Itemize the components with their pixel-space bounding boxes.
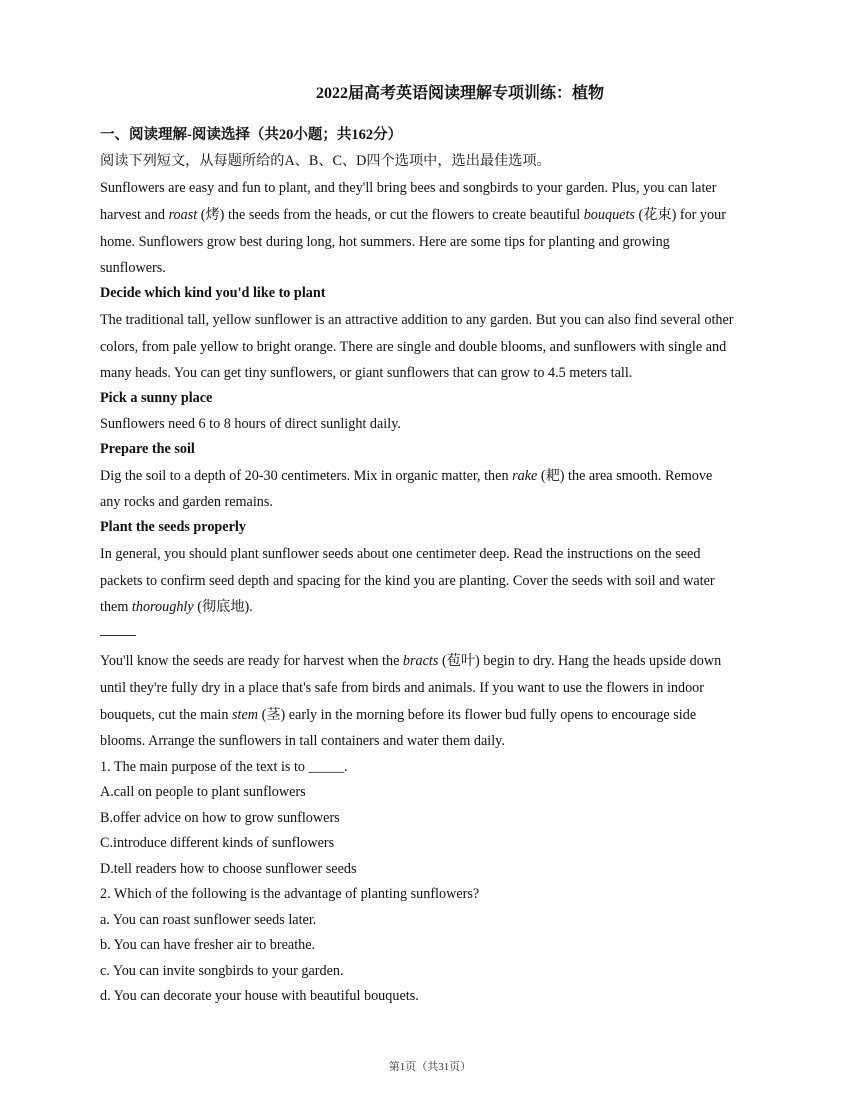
soil-line-1 [100, 463, 765, 490]
page-title: 2022届高考英语阅读理解专项训练：植物 [315, 85, 604, 102]
question-1-option-c: C.introduce different kinds of sunflowers [100, 835, 335, 851]
text-run: (苞叶) begin to dry. Hang the heads upside down [438, 653, 722, 669]
instruction-text: 阅读下列短文，从每题所给的A、B、C、D四个选项中，选出最佳选项。 [100, 153, 551, 169]
blank-line [100, 621, 136, 636]
term-bracts: bracts [402, 653, 439, 669]
question-1-stem: 1. The main purpose of the text is to _____. [100, 758, 348, 775]
subheading-soil: Prepare the soil [100, 441, 195, 457]
intro-line-4: sunflowers. [100, 259, 166, 276]
intro-line-1: Sunflowers are easy and fun to plant, and they'll bring bees and songbirds to your garden. Plus, you can later [100, 179, 717, 196]
text-run: harvest and [100, 206, 169, 223]
text-run: (彻底地). [193, 598, 253, 615]
intro-line-3: home. Sunflowers grow best during long, hot summers. Here are some tips for planting and growing [100, 233, 670, 250]
kind-line-2: colors, from pale yellow to bright orange. There are single and double blooms, and sunflowers with single and [100, 338, 727, 355]
subheading-plant-seeds: Plant the seeds properly [100, 519, 246, 535]
harvest-line-4: blooms. Arrange the sunflowers in tall containers and water them daily. [100, 733, 505, 749]
term-stem: stem [232, 707, 259, 723]
intro-paragraph [100, 175, 765, 282]
harvest-line-3 [100, 702, 765, 729]
question-1-option-a: A.call on people to plant sunflowers [100, 784, 306, 800]
harvest-line-2: until they're fully dry in a place that's safe from birds and animals. If you want to use the flowers in indoor [100, 680, 704, 696]
term-rake: rake [512, 467, 538, 484]
section-heading: 一、阅读理解-阅读选择（共20小题；共162分） [100, 127, 403, 143]
term-bouquets: bouquets [583, 206, 635, 223]
question-2-option-a: a. You can roast sunflower seeds later. [100, 911, 317, 928]
question-1-option-d: D.tell readers how to choose sunflower seeds [100, 860, 357, 877]
page-footer: 第1页（共31页） [388, 1061, 472, 1073]
text-run: Dig the soil to a depth of 20-30 centimeters. Mix in organic matter, then [100, 467, 513, 484]
text-run: (茎) early in the morning before its flower bud fully opens to encourage side [258, 707, 697, 723]
question-1-option-b: B.offer advice on how to grow sunflowers [100, 809, 340, 826]
text-run: You'll know the seeds are ready for harvest when the [100, 653, 403, 669]
text-run: (花束) for your [634, 206, 726, 223]
subheading-kind: Decide which kind you'd like to plant [100, 285, 326, 301]
kind-line-3: many heads. You can get tiny sunflowers, or giant sunflowers that can grow to 4.5 meters tall. [100, 364, 633, 381]
subheading-sunny-place: Pick a sunny place [100, 390, 213, 406]
seeds-line-2: packets to confirm seed depth and spacing for the kind you are planting. Cover the seeds with soil and water [100, 572, 715, 589]
text-run: bouquets, cut the main [100, 707, 232, 723]
text-run: (烤) the seeds from the heads, or cut the flowers to create beautiful [197, 206, 584, 223]
document-body [100, 122, 765, 1010]
text-run: them [100, 598, 132, 615]
sunny-line-1: Sunflowers need 6 to 8 hours of direct sunlight daily. [100, 415, 401, 432]
soil-line-2: any rocks and garden remains. [100, 493, 273, 510]
missing-heading-blank [100, 620, 765, 648]
term-roast: roast [168, 206, 198, 223]
harvest-line-1 [100, 648, 765, 675]
intro-line-2 [100, 202, 765, 229]
term-thoroughly: thoroughly [131, 598, 194, 615]
seeds-line-1: In general, you should plant sunflower seeds about one centimeter deep. Read the instructions on the seed [100, 545, 701, 562]
text-run: (耙) the area smooth. Remove [537, 467, 713, 484]
question-2-option-d: d. You can decorate your house with beautiful bouquets. [100, 988, 419, 1004]
seeds-line-3 [100, 595, 765, 621]
question-2-option-b: b. You can have fresher air to breathe. [100, 937, 316, 953]
kind-line-1: The traditional tall, yellow sunflower is an attractive addition to any garden. But you can also find several other [100, 311, 734, 328]
question-2-option-c: c. You can invite songbirds to your garden. [100, 962, 344, 979]
question-2-stem: 2. Which of the following is the advantage of planting sunflowers? [100, 886, 480, 902]
